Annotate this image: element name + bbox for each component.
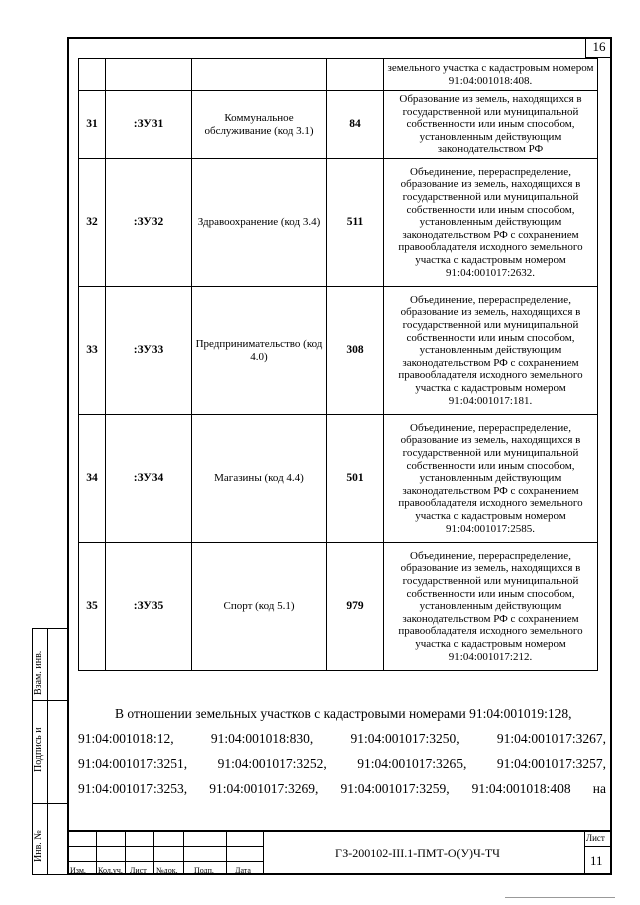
- plot-area: 84: [327, 91, 384, 159]
- stamp-label-podp: Подп.: [194, 866, 214, 875]
- stamp-col-line: [263, 832, 264, 875]
- stamp-label-ndok: №док.: [156, 866, 178, 875]
- permitted-use: Предпринимательство (код 4.0): [192, 287, 327, 415]
- sheet-number: 11: [590, 853, 603, 868]
- permitted-use: Магазины (код 4.4): [192, 415, 327, 543]
- permitted-use: Спорт (код 5.1): [192, 543, 327, 671]
- permitted-use: Здравоохранение (код 3.4): [192, 159, 327, 287]
- plot-area: 511: [327, 159, 384, 287]
- stamp-label-koluch: Кол.уч.: [98, 866, 123, 875]
- land-plots-table: [78, 58, 598, 671]
- stamp-col-line: [125, 832, 126, 875]
- paragraph-line-3: 91:04:001017:3251, 91:04:001017:3252, 91:04:001017:3265, 91:04:001017:3257,: [78, 756, 606, 771]
- stamp-list-divider: [584, 846, 612, 847]
- side-label-vzam: Взам. инв.: [33, 650, 44, 695]
- table-row: [79, 415, 598, 543]
- plot-code: [106, 59, 192, 91]
- row-number: [79, 59, 106, 91]
- body-paragraph: [78, 701, 606, 801]
- side-stamp-rule-1: [32, 700, 67, 701]
- plot-code: :ЗУ33: [106, 287, 192, 415]
- stamp-label-list: Лист: [130, 866, 147, 875]
- formation-method: Объединение, перераспределение, образование из земель, находящихся в государственной или муниципальной собственности или иным способом, установленным действующим законодательством РФ с сохранением правообладателя исходного земельного участка с кадастровым номером 91:04:001017:2585.: [384, 415, 598, 543]
- row-number: 34: [79, 415, 106, 543]
- table-row: [79, 91, 598, 159]
- stamp-col-line: [67, 832, 68, 875]
- document-code: ГЗ-200102-III.1-ПМТ-О(У)Ч-ТЧ: [335, 846, 500, 860]
- plot-area: [327, 59, 384, 91]
- row-number: 33: [79, 287, 106, 415]
- scan-edge-line: [505, 897, 615, 898]
- stamp-col-line: [226, 832, 227, 875]
- stamp-label-data: Дата: [235, 866, 251, 875]
- stamp-col-line: [96, 832, 97, 875]
- formation-method: Объединение, перераспределение, образование из земель, находящихся в государственной или муниципальной собственности или иным способом, установленным действующим законодательством РФ с сохранением правообладателя исходного земельного участка с кадастровым номером 91:04:001017:2632.: [384, 159, 598, 287]
- paragraph-line-2: 91:04:001018:12, 91:04:001018:830, 91:04:001017:3250, 91:04:001017:3267,: [78, 731, 606, 746]
- row-number: 35: [79, 543, 106, 671]
- table-row: [79, 543, 598, 671]
- sheet-label: Лист: [586, 833, 605, 843]
- table-row: [79, 287, 598, 415]
- formation-method: Объединение, перераспределение, образование из земель, находящихся в государственной или муниципальной собственности или иным способом, установленным действующим законодательством РФ с сохранением правообладателя исходного земельного участка с кадастровым номером 91:04:001017:212.: [384, 543, 598, 671]
- formation-method: Образование из земель, находящихся в государственной или муниципальной собственности или иным способом, установленным действующим законодательством РФ: [384, 91, 598, 159]
- plot-code: :ЗУ31: [106, 91, 192, 159]
- formation-method: земельного участка с кадастровым номером 91:04:001018:408.: [384, 59, 598, 91]
- side-label-inv: Инв. №: [33, 830, 44, 862]
- plot-code: :ЗУ32: [106, 159, 192, 287]
- side-label-podpis: Подпись и: [33, 727, 44, 772]
- side-stamp-rule-2: [32, 803, 67, 804]
- table-row: [79, 159, 598, 287]
- stamp-col-line: [584, 832, 585, 875]
- permitted-use: [192, 59, 327, 91]
- paragraph-line-1: В отношении земельных участков с кадастровыми номерами 91:04:001019:128,: [115, 706, 572, 721]
- permitted-use: Коммунальное обслуживание (код 3.1): [192, 91, 327, 159]
- table-row: [79, 59, 598, 91]
- stamp-col-line: [183, 832, 184, 875]
- row-number: 32: [79, 159, 106, 287]
- stamp-label-izm: Изм.: [70, 866, 86, 875]
- plot-area: 501: [327, 415, 384, 543]
- paragraph-line-4: 91:04:001017:3253, 91:04:001017:3269, 91:04:001017:3259, 91:04:001018:408 на: [78, 781, 606, 796]
- page-number: 16: [585, 37, 612, 58]
- formation-method: Объединение, перераспределение, образование из земель, находящихся в государственной или муниципальной собственности или иным способом, установленным действующим законодательством РФ с сохранением правообладателя исходного земельного участка с кадастровым номером 91:04:001017:181.: [384, 287, 598, 415]
- plot-code: :ЗУ35: [106, 543, 192, 671]
- stamp-col-line: [153, 832, 154, 875]
- row-number: 31: [79, 91, 106, 159]
- plot-area: 308: [327, 287, 384, 415]
- plot-code: :ЗУ34: [106, 415, 192, 543]
- plot-area: 979: [327, 543, 384, 671]
